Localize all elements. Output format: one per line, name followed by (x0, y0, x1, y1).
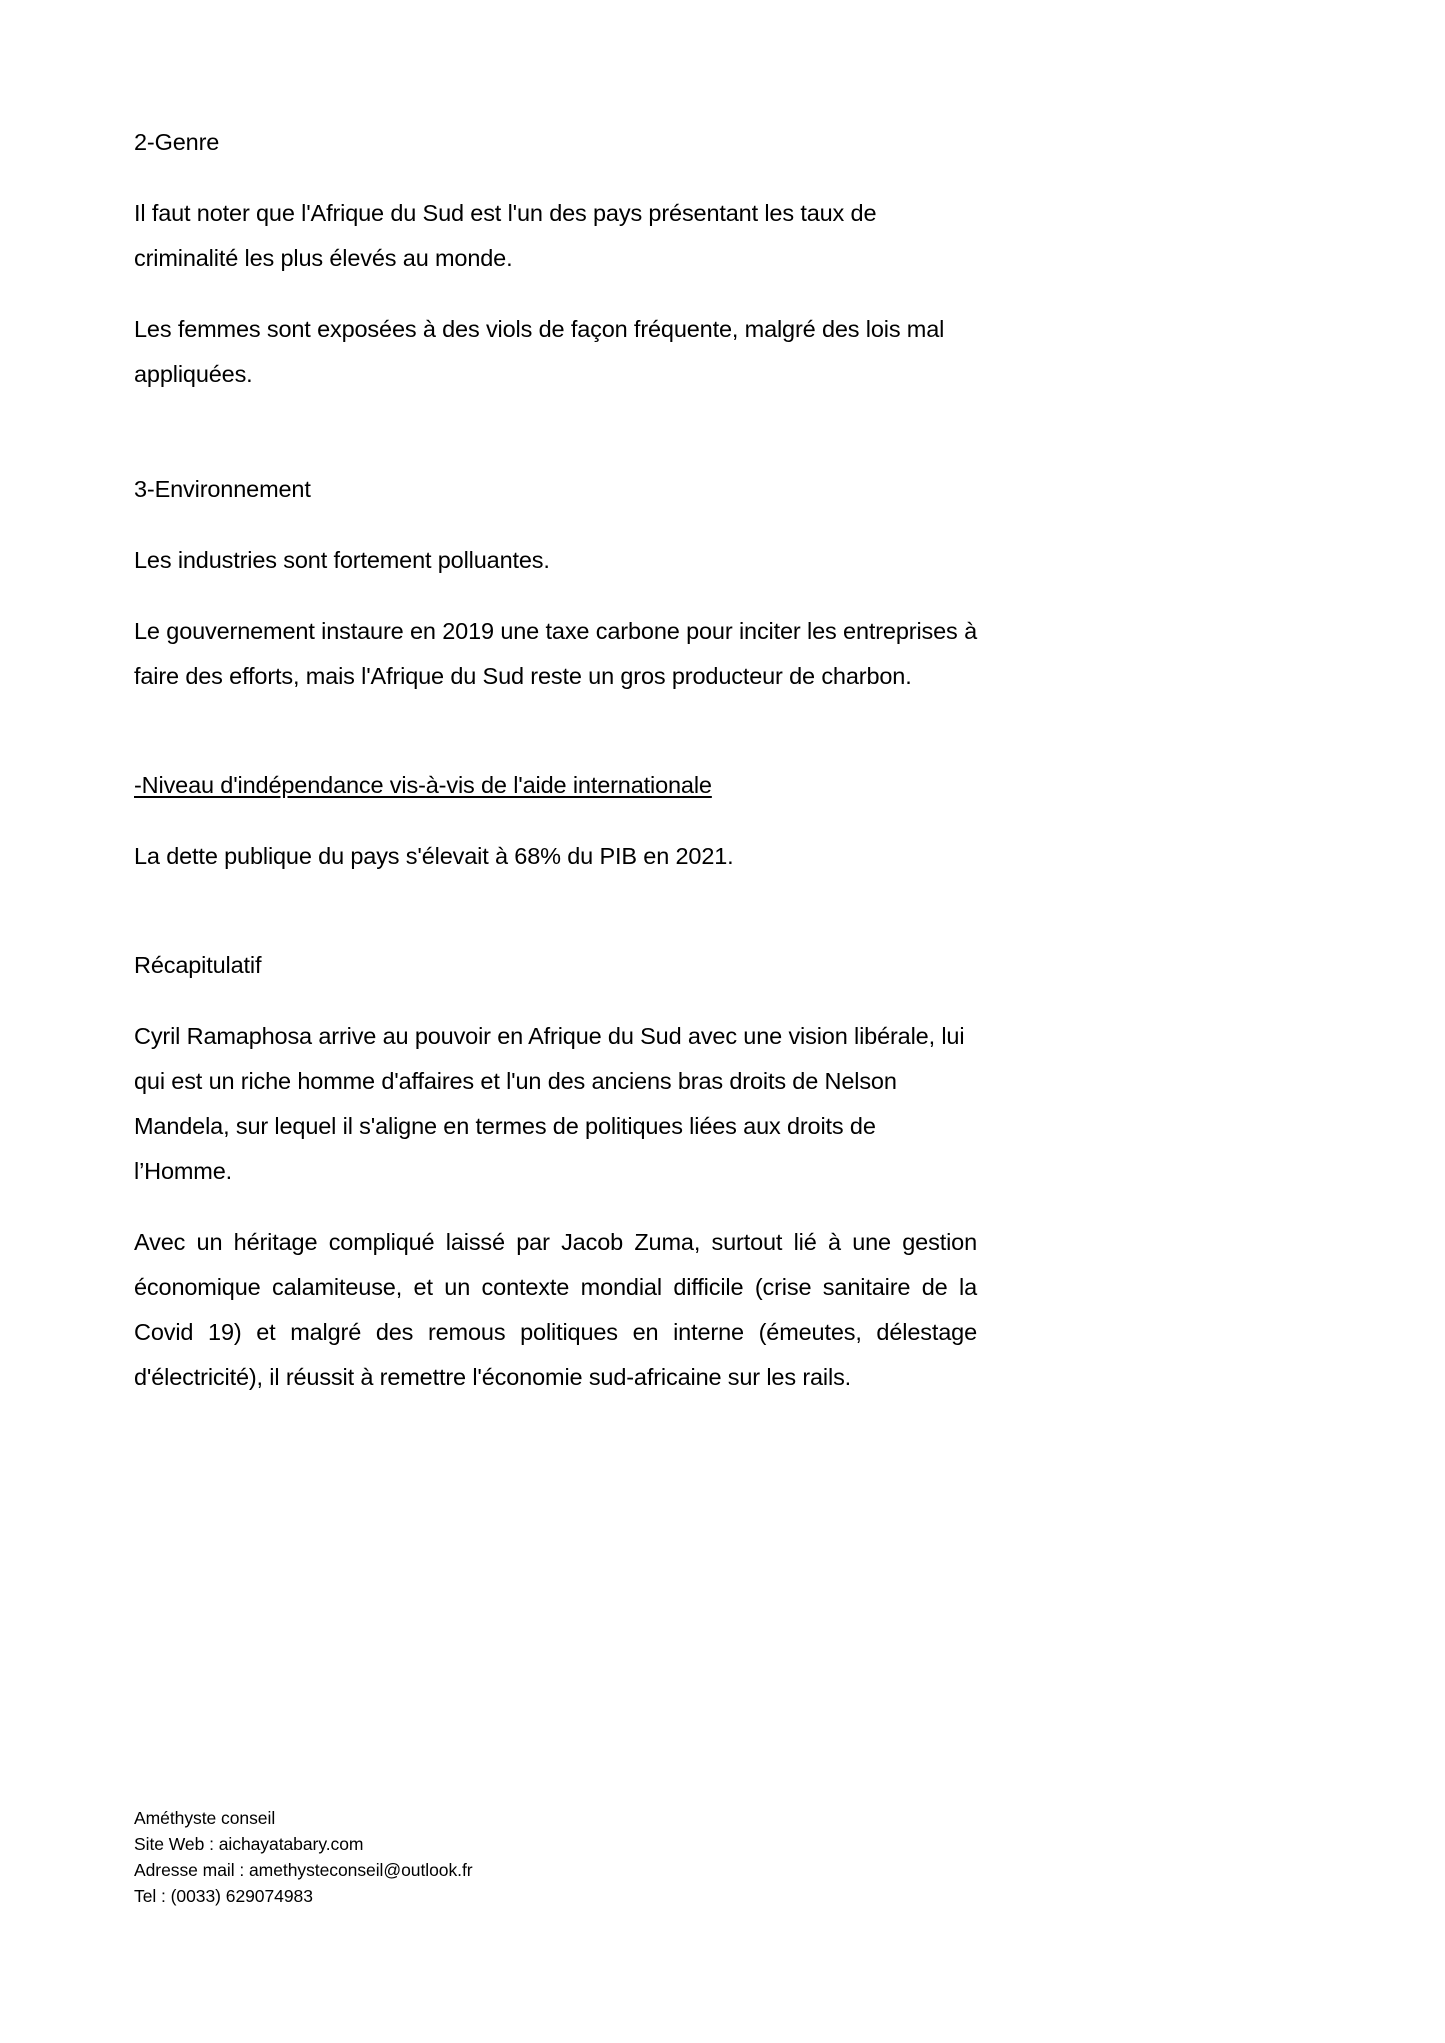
footer-email: Adresse mail : amethysteconseil@outlook.fr (134, 1860, 473, 1880)
paragraph-taxe-carbone: Le gouvernement instaure en 2019 une taxe carbone pour inciter les entreprises à faire des efforts, mais l'Afrique du Sud reste un gros producteur de charbon. (134, 618, 977, 689)
section-spacer (134, 725, 977, 763)
paragraph-ramaphosa: Cyril Ramaphosa arrive au pouvoir en Afrique du Sud avec une vision libérale, lui qui est un riche homme d'affaires et l'un des anciens bras droits de Nelson Mandela, sur lequel il s'aligne en termes de politiques liées aux droits de l’Homme. (134, 1023, 965, 1184)
section-heading-genre: 2-Genre (134, 129, 220, 155)
section-heading-independance (134, 763, 977, 808)
section-heading-recapitulatif: Récapitulatif (134, 952, 262, 978)
section-heading-environnement: 3-Environnement (134, 476, 311, 502)
paragraph-dette: La dette publique du pays s'élevait à 68% du PIB en 2021. (134, 843, 734, 869)
paragraph-criminalite: Il faut noter que l'Afrique du Sud est l'un des pays présentant les taux de criminalité les plus élevés au monde. (134, 200, 877, 271)
page-footer (134, 1805, 977, 1909)
paragraph-heritage: Avec un héritage compliqué laissé par Jacob Zuma, surtout lié à une gestion économique calamiteuse, et un contexte mondial difficile (crise sanitaire de la Covid 19) et malgré des remous politiques en interne (émeutes, délestage d'électricité), il réussit à remettre l'économie sud-africaine sur les rails. (134, 1229, 977, 1390)
document-body (134, 120, 977, 1426)
section-spacer (134, 423, 977, 467)
paragraph-industries: Les industries sont fortement polluantes. (134, 547, 550, 573)
section-heading-independance-text: -Niveau d'indépendance vis-à-vis de l'aide internationale (134, 772, 712, 798)
paragraph-femmes: Les femmes sont exposées à des viols de façon fréquente, malgré des lois mal appliquées. (134, 316, 945, 387)
footer-website: Site Web : aichayatabary.com (134, 1834, 364, 1854)
footer-phone: Tel : (0033) 629074983 (134, 1886, 313, 1906)
footer-company: Améthyste conseil (134, 1808, 276, 1828)
section-spacer (134, 905, 977, 943)
